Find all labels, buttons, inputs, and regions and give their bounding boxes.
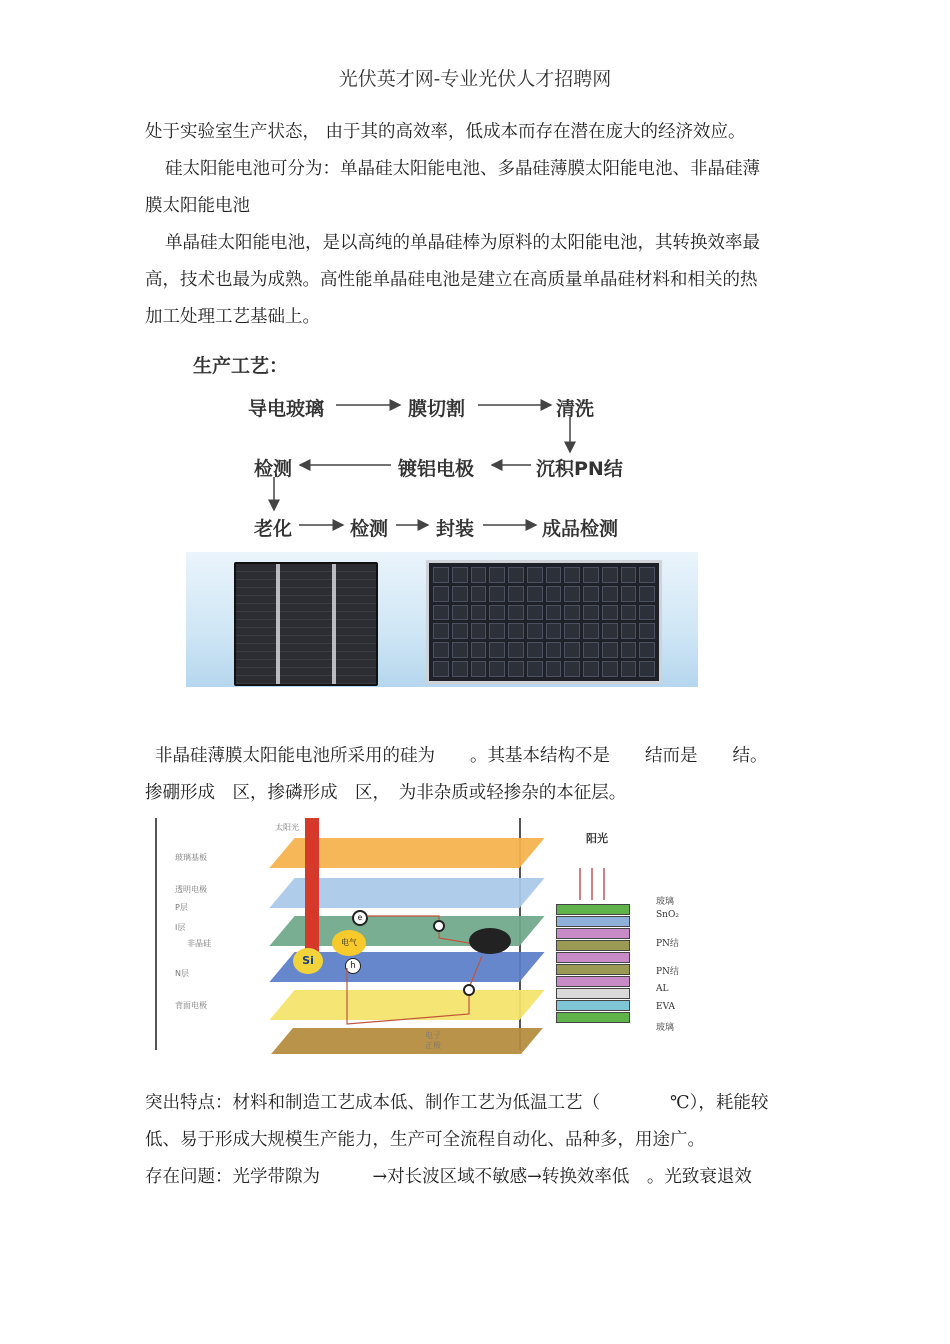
step-label: 检测 <box>254 458 293 480</box>
module-cell <box>546 661 562 677</box>
stack-label: PN结 <box>656 939 679 949</box>
module-cell <box>639 605 655 621</box>
module-cell <box>546 586 562 602</box>
sun-rays <box>548 828 658 908</box>
module-cell <box>602 567 618 583</box>
module-cell <box>527 642 543 658</box>
stack-label: 玻璃 <box>656 897 675 907</box>
layer-label: 非晶硅 <box>187 939 211 948</box>
module-cell <box>602 586 618 602</box>
text-line: 处于实验室生产状态， 由于其的高效率，低成本而存在潜在庞大的经济效应。 <box>145 122 746 142</box>
layer-label: 背面电极 <box>175 1001 207 1010</box>
layer-label: 玻璃基板 <box>175 853 207 862</box>
module-cell <box>471 623 487 639</box>
module-cell <box>564 642 580 658</box>
text-line: 硅太阳能电池可分为：单晶硅太阳能电池、多晶硅薄膜太阳能电池、非晶硅薄 <box>165 159 760 179</box>
stack-label: SnO₂ <box>656 910 679 920</box>
module-cell <box>546 642 562 658</box>
module-cell <box>433 567 449 583</box>
module-cell <box>527 605 543 621</box>
text-line: 掺硼形成 区，掺磷形成 区， 为非杂质或轻掺杂的本征层。 <box>145 783 627 803</box>
module-cell <box>621 586 637 602</box>
module-cell <box>546 623 562 639</box>
module-cell <box>621 661 637 677</box>
stack-label: EVA <box>656 1002 675 1012</box>
layer-stack-diagram <box>548 828 708 1038</box>
module-cell <box>489 567 505 583</box>
module-cell <box>508 586 524 602</box>
module-cell <box>602 605 618 621</box>
module-cell <box>583 623 599 639</box>
step-label: 镀铝电极 <box>398 458 475 480</box>
step-label: 清洗 <box>556 398 595 420</box>
module-cell <box>527 661 543 677</box>
module-cell <box>602 623 618 639</box>
module-cell <box>564 605 580 621</box>
paragraph-amorphous <box>145 738 810 812</box>
text-line: 单晶硅太阳能电池，是以高纯的单晶硅棒为原料的太阳能电池，其转换效率最 <box>165 233 760 253</box>
page-header: 光伏英才网-专业光伏人才招聘网 <box>338 68 612 90</box>
module-cell <box>433 642 449 658</box>
stack-label: PN结 <box>656 967 679 977</box>
stack-title: 阳光 <box>586 832 608 845</box>
solar-module <box>426 560 662 684</box>
module-cell <box>564 661 580 677</box>
module-cell <box>452 567 468 583</box>
module-cell <box>602 642 618 658</box>
module-cell <box>471 586 487 602</box>
module-cell <box>621 642 637 658</box>
module-cell <box>508 605 524 621</box>
module-cell <box>508 642 524 658</box>
module-cell <box>621 567 637 583</box>
module-cell <box>583 605 599 621</box>
paragraph-intro <box>145 114 810 336</box>
paragraph-features <box>145 1085 810 1196</box>
layer-label: I层 <box>175 923 186 932</box>
process-figure <box>186 345 698 687</box>
module-cell <box>489 661 505 677</box>
module-cell <box>508 661 524 677</box>
module-cell <box>452 661 468 677</box>
step-label: 膜切割 <box>408 398 466 420</box>
step-label: 导电玻璃 <box>248 398 325 420</box>
step-label: 沉积PN结 <box>536 458 623 480</box>
module-cell <box>583 586 599 602</box>
amorphous-cell-diagram <box>155 818 521 1050</box>
module-cell <box>639 661 655 677</box>
module-cell <box>471 642 487 658</box>
text-line: 高，技术也最为成熟。高性能单晶硅电池是建立在高质量单晶硅材料和相关的热 <box>145 270 758 290</box>
module-cell <box>452 642 468 658</box>
module-cell <box>621 605 637 621</box>
module-cell <box>639 623 655 639</box>
module-cell <box>583 642 599 658</box>
module-cell <box>452 605 468 621</box>
module-cell <box>546 567 562 583</box>
text-line: 突出特点：材料和制造工艺成本低、制作工艺为低温工艺（ ℃），耗能较 <box>145 1093 769 1113</box>
layer-label: N层 <box>175 969 189 978</box>
module-cell <box>508 623 524 639</box>
text-line: 加工处理工艺基础上。 <box>145 307 320 327</box>
legend-label: 正极 <box>425 1041 441 1050</box>
module-cell <box>489 623 505 639</box>
module-cell <box>489 642 505 658</box>
module-cell <box>546 605 562 621</box>
text-line: 膜太阳能电池 <box>145 196 250 216</box>
silicon-atom: Si <box>293 948 323 974</box>
module-cell <box>621 623 637 639</box>
module-cell <box>471 567 487 583</box>
stack-label: AL <box>656 984 669 994</box>
text-line: 低、易于形成大规模生产能力，生产可全流程自动化、品种多，用途广。 <box>145 1130 705 1150</box>
module-cell <box>564 623 580 639</box>
step-label: 老化 <box>254 518 293 540</box>
module-cell <box>433 586 449 602</box>
electron-marker: e <box>352 910 368 926</box>
module-cell <box>527 623 543 639</box>
module-cell <box>433 605 449 621</box>
legend-label: 电子 <box>425 1031 441 1040</box>
module-cell <box>564 567 580 583</box>
text-line: 存在问题：光学带隙为 →对长波区域不敏感→转换效率低 。光致衰退效 <box>145 1167 752 1187</box>
module-cell <box>489 586 505 602</box>
module-cell <box>639 586 655 602</box>
module-cell <box>583 661 599 677</box>
module-cell <box>452 586 468 602</box>
module-cell <box>433 623 449 639</box>
module-cell <box>639 642 655 658</box>
monocrystalline-cell <box>234 562 378 686</box>
module-cell <box>452 623 468 639</box>
module-cell <box>639 567 655 583</box>
hole-marker: h <box>345 958 361 974</box>
module-cell <box>471 661 487 677</box>
electric-burst: 电气 <box>332 930 366 956</box>
module-cell <box>527 567 543 583</box>
module-cell <box>583 567 599 583</box>
step-label: 成品检测 <box>542 518 619 540</box>
module-cell <box>489 605 505 621</box>
text-line: 非晶硅薄膜太阳能电池所采用的硅为 。其基本结构不是 结而是 结。 <box>155 746 768 766</box>
circuit-wires <box>157 818 519 1050</box>
module-cell <box>508 567 524 583</box>
module-cell <box>602 661 618 677</box>
module-cell <box>527 586 543 602</box>
layer-label: 太阳光 <box>275 823 299 832</box>
solar-panel-photo <box>186 552 698 687</box>
module-cell <box>471 605 487 621</box>
process-title: 生产工艺： <box>193 355 289 377</box>
stack-label: 玻璃 <box>656 1023 675 1033</box>
step-label: 封装 <box>436 518 475 540</box>
module-cell <box>433 661 449 677</box>
layer-label: P层 <box>175 903 188 912</box>
module-cell <box>564 586 580 602</box>
step-label: 检测 <box>350 518 389 540</box>
layer-label: 透明电极 <box>175 885 207 894</box>
